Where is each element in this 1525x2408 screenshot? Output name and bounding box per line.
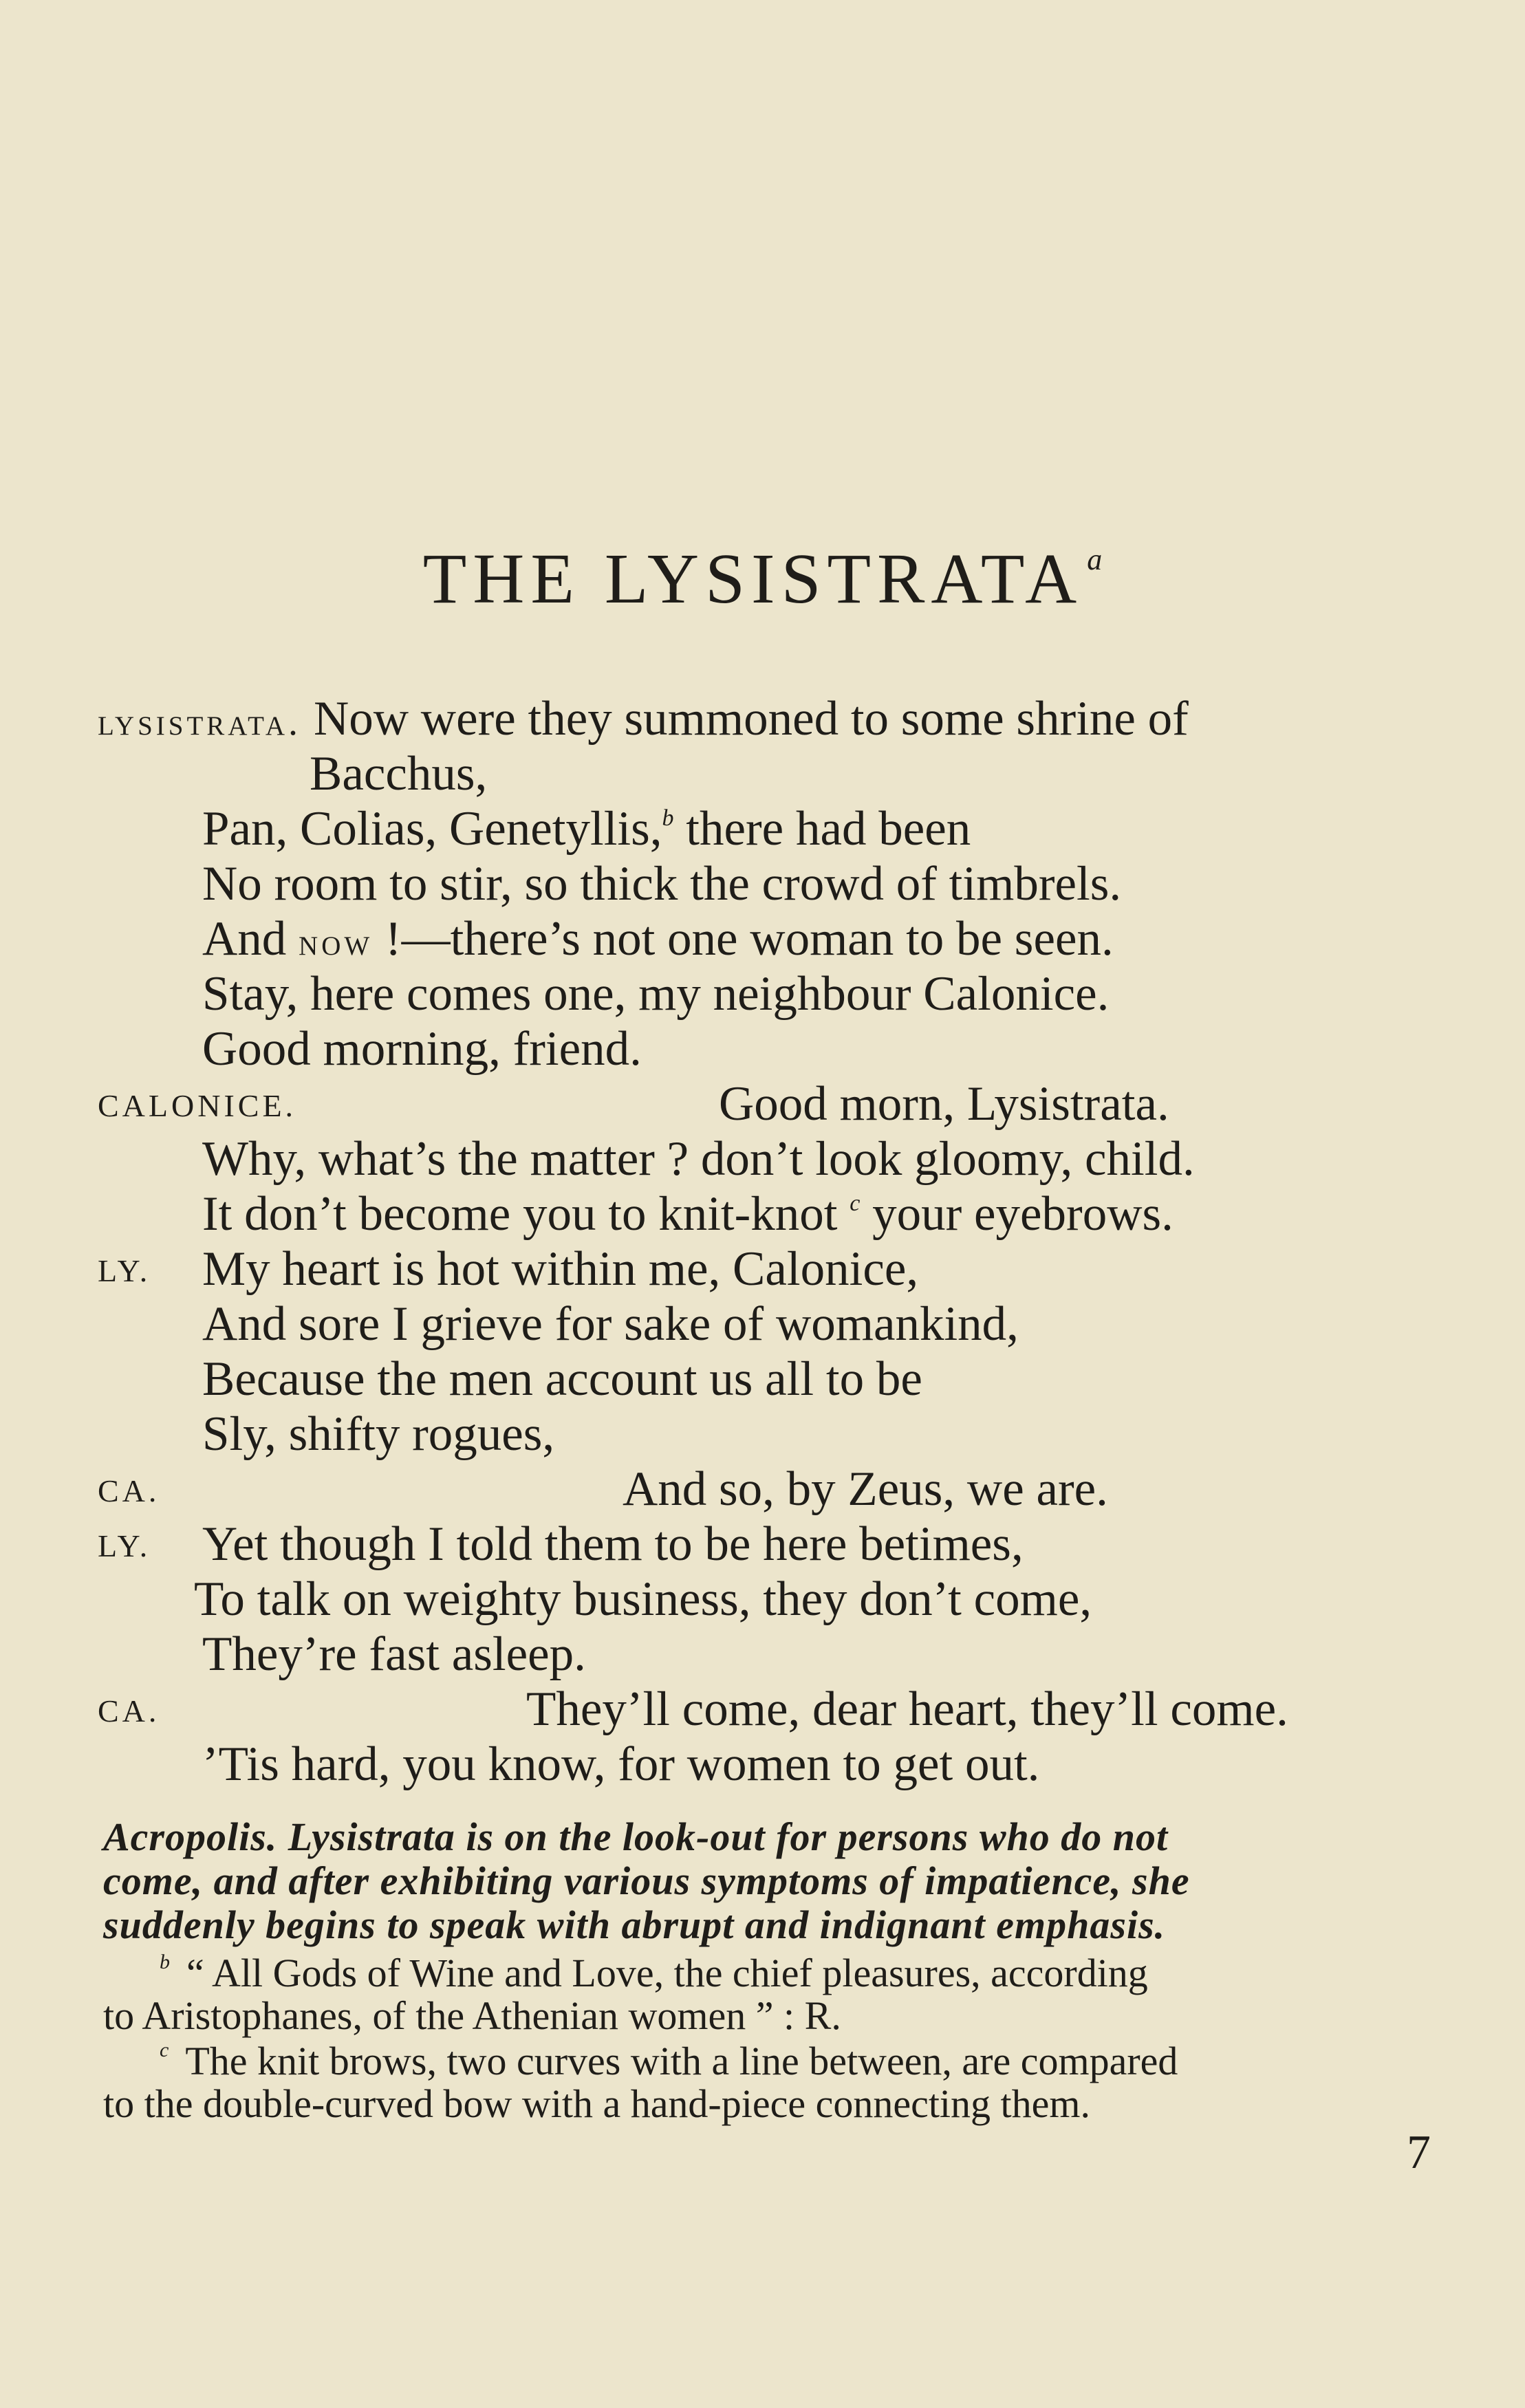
footnote-b: $^b$ “ All Gods of Wine and Love, the chief pleasures, according xyxy=(160,1951,1148,1995)
page-number: 7 xyxy=(1407,2126,1431,2179)
verse-line: Stay, here comes one, my neighbour Calonice. xyxy=(202,967,1110,1021)
speaker-label: LY. xyxy=(98,1528,151,1563)
speaker-label: CA. xyxy=(98,1693,160,1728)
speaker-label: lysistrata. xyxy=(98,701,301,744)
verse-line: No room to stir, so thick the crowd of timbrels. xyxy=(202,857,1122,911)
verse-line: They’ll come, dear heart, they’ll come. xyxy=(526,1682,1288,1736)
footnote-c: $^c$ The knit brows, two curves with a line between, are compared xyxy=(160,2039,1178,2083)
footnote-ref-c: c xyxy=(850,1191,861,1216)
verse-line: It don’t become you to knit-knot $^c$ your eyebrows. xyxy=(202,1187,1174,1241)
verse-line: Good morning, friend. xyxy=(202,1022,642,1076)
verse-line: Bacchus, xyxy=(310,747,488,801)
verse-line: ’Tis hard, you know, for women to get out. xyxy=(202,1737,1040,1791)
verse-line: And sore I grieve for sake of womankind, xyxy=(202,1297,1019,1351)
footnote-mark-b: b xyxy=(160,1951,170,1973)
footnote-a-line: suddenly begins to speak with abrupt and indignant emphasis. xyxy=(103,1902,1166,1947)
verse-line: They’re fast asleep. xyxy=(202,1627,586,1681)
speaker-label: CALONICE. xyxy=(98,1088,297,1123)
speaker-label: LY. xyxy=(98,1253,151,1288)
verse-line: Why, what’s the matter ? don’t look gloomy, child. xyxy=(202,1132,1195,1186)
footnote-a-line: come, and after exhibiting various symptoms of impatience, she xyxy=(103,1858,1190,1903)
verse-line: My heart is hot within me, Calonice, xyxy=(202,1242,919,1296)
verse-line: lysistrata. Now were they summoned to some shrine of xyxy=(98,692,1189,746)
footnote-ref-b: b xyxy=(662,805,674,831)
footnote-mark-c: c xyxy=(160,2039,169,2061)
footnote-a-line: Acropolis. Lysistrata is on the look-out for persons who do not xyxy=(103,1814,1169,1859)
verse-line: And so, by Zeus, we are. xyxy=(623,1462,1108,1516)
verse-line: And now !—there’s not one woman to be seen. xyxy=(202,912,1114,966)
verse-line: Good morn, Lysistrata. xyxy=(719,1077,1169,1131)
footnote-c-line: to the double-curved bow with a hand-piece connecting them. xyxy=(103,2081,1091,2126)
verse-line: To talk on weighty business, they don’t come, xyxy=(194,1572,1092,1626)
verse-line: Because the men account us all to be xyxy=(202,1352,922,1406)
verse-line: Sly, shifty rogues, xyxy=(202,1407,555,1461)
speaker-label: CA. xyxy=(98,1473,160,1508)
verse-line: Pan, Colias, Genetyllis,$^b$ there had been xyxy=(202,802,971,856)
title-text: THE LYSISTRATA xyxy=(422,539,1083,618)
page-title xyxy=(0,539,1525,618)
footnote-b-line: to Aristophanes, of the Athenian women ” : R. xyxy=(103,1993,841,2038)
verse-line: Yet though I told them to be here betimes, xyxy=(202,1517,1024,1571)
title-footnote-mark: a xyxy=(1087,543,1103,576)
